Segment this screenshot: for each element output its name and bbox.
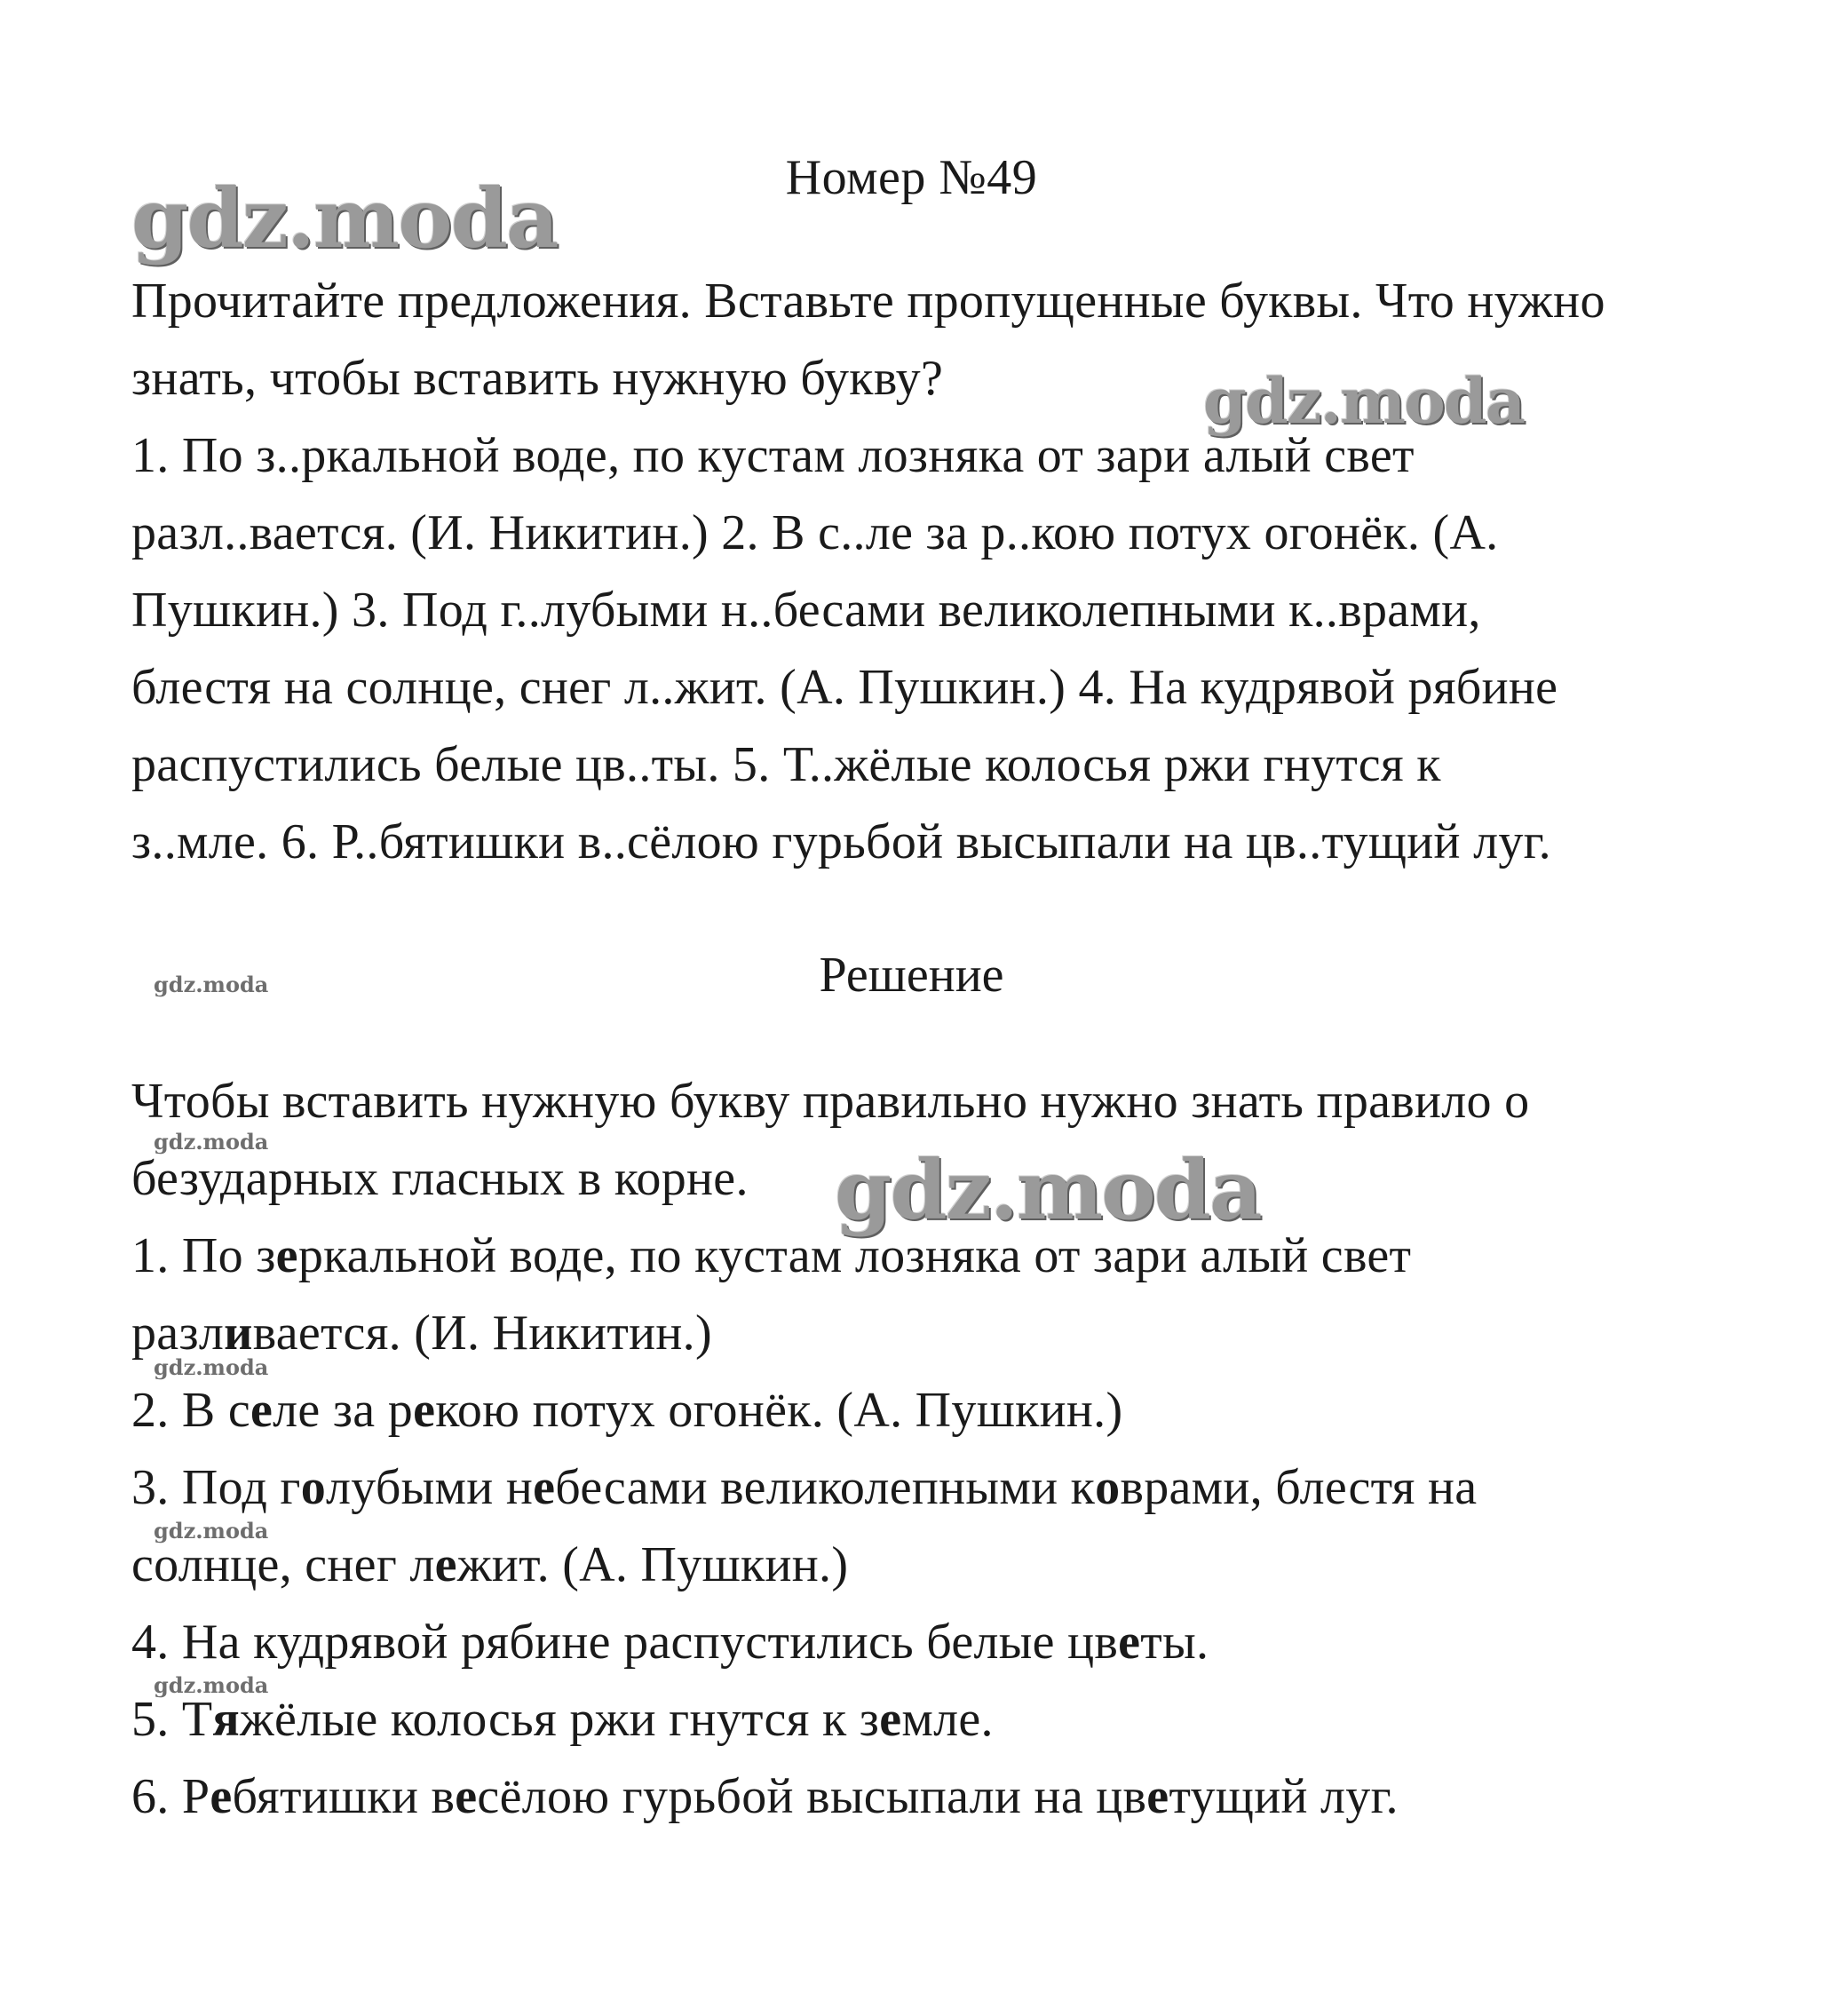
inserted-letter: е — [1118, 1615, 1141, 1670]
task-text-line: блестя на солнце, снег л..жит. (А. Пушкин.) 4. На кудрявой рябине — [131, 660, 1558, 715]
answer-line: 6. Ребятишки весёлою гурьбой высыпали на цветущий луг. — [131, 1769, 1399, 1824]
solution-title: Решение — [819, 948, 1004, 1003]
answer-line: 3. Под голубыми небесами великолепными коврами, блестя на — [131, 1460, 1478, 1515]
page-title: Номер №49 — [785, 150, 1038, 205]
answer-line: разливается. (И. Никитин.) — [131, 1306, 712, 1361]
task-text-line: з..мле. 6. Р..бятишки в..сёлою гурьбой высыпали на цв..тущий луг. — [131, 814, 1551, 869]
answer-line: 4. На кудрявой рябине распустились белые цветы. — [131, 1615, 1209, 1670]
answer-line: 2. В селе за рекою потух огонёк. (А. Пушкин.) — [131, 1383, 1123, 1438]
task-instruction: Прочитайте предложения. Вставьте пропущенные буквы. Что нужно — [131, 274, 1605, 329]
inserted-letter: о — [1095, 1460, 1121, 1515]
inserted-letter: е — [455, 1769, 478, 1824]
watermark-logo: gdz.moda — [154, 972, 269, 997]
inserted-letter: е — [250, 1383, 273, 1438]
task-instruction: знать, чтобы вставить нужную букву? — [131, 351, 944, 406]
task-text-line: разл..вается. (И. Никитин.) 2. В с..ле за р..кою потух огонёк. (А. — [131, 505, 1499, 560]
inserted-letter: е — [434, 1537, 457, 1592]
watermark-logo: gdz.moda — [131, 171, 558, 266]
inserted-letter: я — [212, 1692, 241, 1747]
watermark-logo: gdz.moda — [154, 1672, 269, 1698]
inserted-letter: е — [413, 1383, 436, 1438]
inserted-letter: е — [879, 1692, 902, 1747]
inserted-letter: е — [210, 1769, 233, 1824]
inserted-letter: е — [1146, 1769, 1169, 1824]
solution-intro: Чтобы вставить нужную букву правильно нужно знать правило о — [131, 1074, 1530, 1129]
solution-block — [131, 1063, 1730, 1836]
watermark-logo: gdz.moda — [835, 1142, 1261, 1238]
task-text-line: Пушкин.) 3. Под г..лубыми н..бесами великолепными к..врами, — [131, 583, 1481, 638]
task-block — [131, 263, 1730, 881]
inserted-letter: и — [224, 1306, 253, 1361]
watermark-logo: gdz.moda — [1203, 364, 1525, 438]
watermark-logo: gdz.moda — [154, 1518, 269, 1544]
solution-intro: безударных гласных в корне. — [131, 1151, 749, 1206]
task-text-line: 1. По з..ркальной воде, по кустам лозняка от зари алый свет — [131, 428, 1415, 483]
task-text-line: распустились белые цв..ты. 5. Т..жёлые колосья ржи гнутся к — [131, 737, 1441, 792]
inserted-letter: е — [275, 1228, 298, 1283]
answer-line: 1. По зеркальной воде, по кустам лозняка от зари алый свет — [131, 1228, 1412, 1283]
watermark-logo: gdz.moda — [154, 1354, 269, 1380]
inserted-letter: е — [533, 1460, 556, 1515]
watermark-logo: gdz.moda — [154, 1129, 269, 1155]
answer-line: солнце, снег лежит. (А. Пушкин.) — [131, 1537, 849, 1592]
answer-line: 5. Тяжёлые колосья ржи гнутся к земле. — [131, 1692, 994, 1747]
inserted-letter: о — [300, 1460, 327, 1515]
